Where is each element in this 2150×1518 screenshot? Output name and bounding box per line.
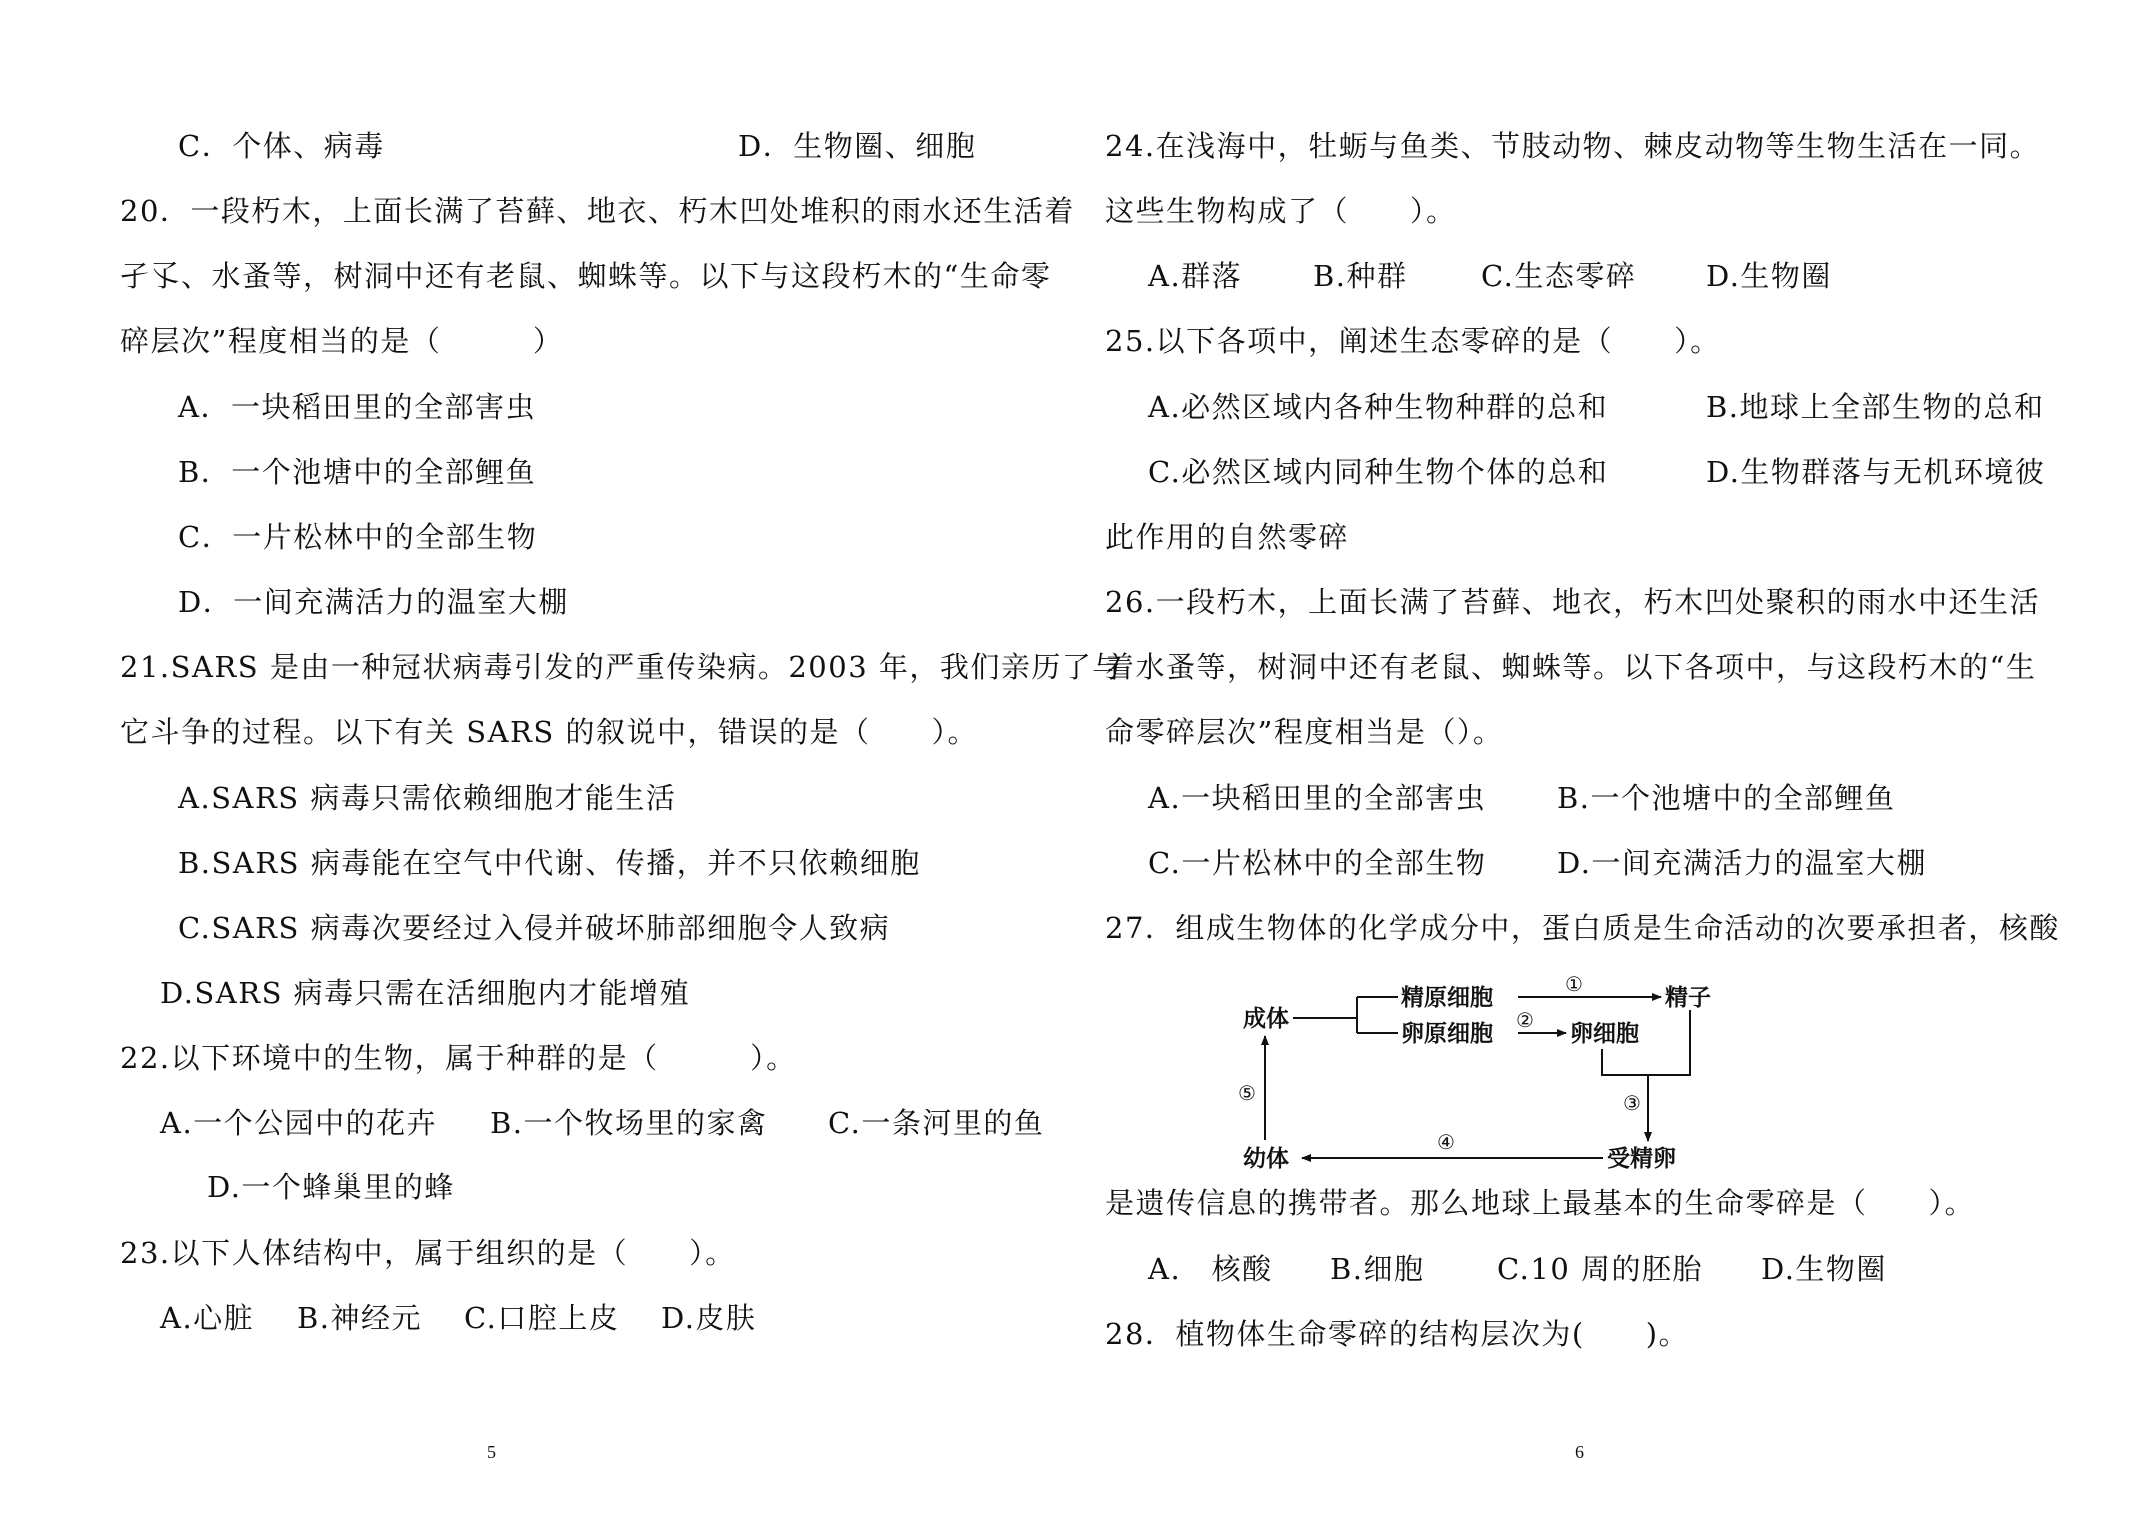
q26-stem-line1: 26.一段朽木，上面长满了苔藓、地衣，朽木凹处聚积的雨水中还生活	[1105, 585, 2041, 619]
q26-stem-line3: 命零碎层次”程度相当是（）。	[1105, 715, 1504, 749]
q20-option-a: A．一块稻田里的全部害虫	[178, 390, 536, 424]
q23-option-b: B.神经元	[297, 1301, 423, 1335]
q25-option-d: D.生物群落与无机环境彼	[1706, 455, 2046, 489]
sperm-label: 精子	[1665, 985, 1711, 1011]
q26-option-c: C.一片松林中的全部生物	[1148, 846, 1487, 880]
q24-stem-line1: 24.在浅海中，牡蛎与鱼类、节肢动物、棘皮动物等生物生活在一同。	[1105, 129, 2041, 163]
q24-stem-line2: 这些生物构成了（ ）。	[1105, 194, 1457, 228]
q21-option-d: D.SARS 病毒只需在活细胞内才能增殖	[160, 976, 691, 1010]
q25-option-b: B.地球上全部生物的总和	[1706, 390, 2045, 424]
q21-stem-line2: 它斗争的过程。以下有关 SARS 的叙说中，错误的是（ ）。	[120, 715, 978, 749]
step-3-marker: ③	[1623, 1091, 1641, 1115]
q25-option-c: C.必然区域内同种生物个体的总和	[1148, 455, 1609, 489]
q21-option-a: A.SARS 病毒只需依赖细胞才能生活	[178, 781, 677, 815]
q25-stem: 25.以下各项中，阐述生态零碎的是（ ）。	[1105, 324, 1721, 358]
q21-stem-line1: 21.SARS 是由一种冠状病毒引发的严重传染病。2003 年，我们亲历了与	[120, 650, 1123, 684]
q19-option-d: D．生物圈、细胞	[738, 129, 977, 163]
juvenile-label: 幼体	[1243, 1146, 1289, 1172]
page-number-right: 6	[1575, 1442, 1584, 1462]
q20-option-b: B．一个池塘中的全部鲤鱼	[178, 455, 537, 489]
q22-option-b: B.一个牧场里的家禽	[490, 1106, 768, 1140]
q24-option-b: B.种群	[1313, 259, 1408, 293]
adult-label: 成体	[1243, 1006, 1289, 1032]
q21-option-b: B.SARS 病毒能在空气中代谢、传播，并不只依赖细胞	[178, 846, 921, 880]
q25-option-a: A.必然区域内各种生物种群的总和	[1148, 390, 1609, 424]
q26-option-a: A.一块稻田里的全部害虫	[1148, 781, 1487, 815]
q27-option-b: B.细胞	[1330, 1252, 1425, 1286]
q23-stem: 23.以下人体结构中，属于组织的是（ ）。	[120, 1236, 736, 1270]
q27-option-c: C.10 周的胚胎	[1497, 1252, 1703, 1286]
q26-option-d: D.一间充满活力的温室大棚	[1557, 846, 1927, 880]
q22-option-d: D.一个蜂巢里的蜂	[207, 1170, 455, 1204]
q27-stem-line1: 27．组成生物体的化学成分中，蛋白质是生命活动的次要承担者，核酸	[1105, 911, 2060, 945]
q27-option-d: D.生物圈	[1761, 1252, 1887, 1286]
q20-option-d: D．一间充满活力的温室大棚	[178, 585, 569, 619]
q26-stem-line2: 着水蚤等，树洞中还有老鼠、蜘蛛等。以下各项中，与这段朽木的“生	[1105, 650, 2037, 684]
egg-join-line	[1602, 1049, 1648, 1075]
q23-option-a: A.心脏	[160, 1301, 255, 1335]
q23-option-c: C.口腔上皮	[464, 1301, 620, 1335]
q19-option-c: C．个体、病毒	[178, 129, 385, 163]
spermatogonium-label: 精原细胞	[1401, 985, 1493, 1011]
egg-label: 卵细胞	[1570, 1021, 1639, 1047]
q22-option-a: A.一个公园中的花卉	[160, 1106, 438, 1140]
q27-stem-line2: 是遗传信息的携带者。那么地球上最基本的生命零碎是（ ）。	[1105, 1186, 1976, 1220]
q24-option-d: D.生物圈	[1706, 259, 1832, 293]
q24-option-c: C.生态零碎	[1481, 259, 1637, 293]
q22-option-c: C.一条河里的鱼	[828, 1106, 1045, 1140]
q24-option-a: A.群落	[1148, 259, 1243, 293]
q26-option-b: B.一个池塘中的全部鲤鱼	[1557, 781, 1896, 815]
q20-stem-line1: 20．一段朽木，上面长满了苔藓、地衣、朽木凹处堆积的雨水还生活着	[120, 194, 1075, 228]
q22-stem: 22.以下环境中的生物，属于种群的是（ ）。	[120, 1041, 797, 1075]
oogonium-label: 卵原细胞	[1401, 1021, 1493, 1047]
step-2-marker: ②	[1516, 1008, 1534, 1032]
q21-option-c: C.SARS 病毒次要经过入侵并破坏肺部细胞令人致病	[178, 911, 891, 945]
zygote-label: 受精卵	[1607, 1146, 1676, 1172]
life-cycle-diagram	[1235, 970, 1795, 1180]
q27-option-a: A. 核酸	[1148, 1252, 1273, 1286]
step-5-marker: ⑤	[1238, 1081, 1256, 1105]
q23-option-d: D.皮肤	[661, 1301, 757, 1335]
sperm-join-line	[1648, 1010, 1690, 1075]
q25-option-d-cont: 此作用的自然零碎	[1105, 520, 1350, 554]
step-4-marker: ④	[1437, 1130, 1455, 1154]
page-number-left: 5	[487, 1442, 496, 1462]
q20-stem-line2: 孑孓、水蚤等，树洞中还有老鼠、蜘蛛等。以下与这段朽木的“生命零	[120, 259, 1052, 293]
q28-stem: 28．植物体生命零碎的结构层次为( )。	[1105, 1317, 1690, 1351]
q20-option-c: C．一片松林中的全部生物	[178, 520, 538, 554]
step-1-marker: ①	[1565, 972, 1583, 996]
q20-stem-line3: 碎层次”程度相当的是（ ）	[120, 324, 564, 358]
